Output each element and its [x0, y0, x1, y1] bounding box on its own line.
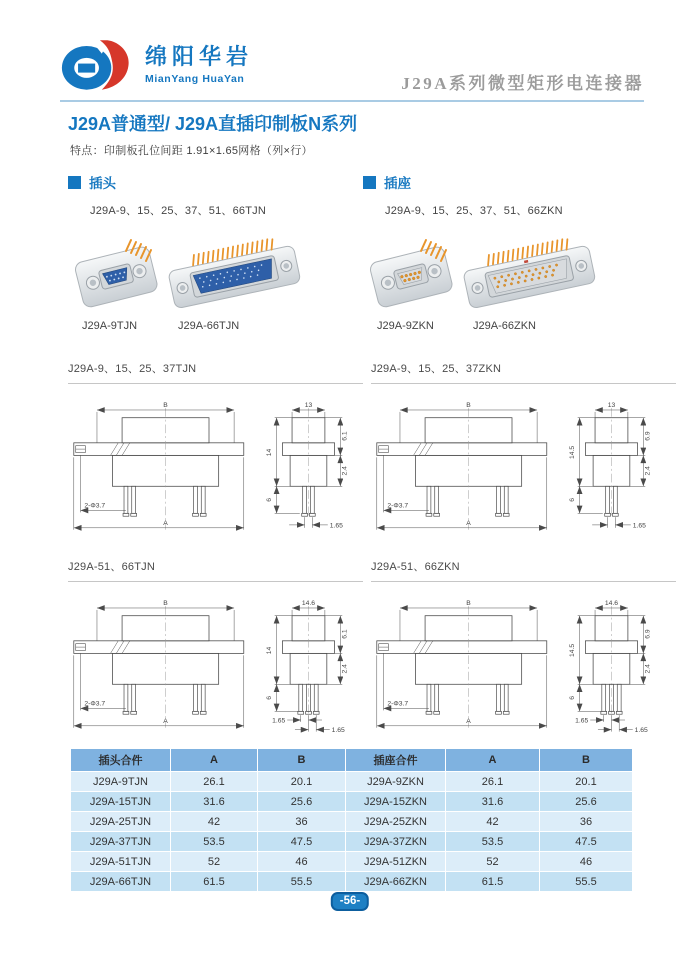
svg-text:1.65: 1.65 [634, 727, 648, 735]
svg-text:B: B [163, 402, 168, 410]
blue-square-icon [68, 176, 81, 189]
cell: 46 [258, 852, 346, 872]
photo-socket-small [363, 220, 459, 332]
svg-text:B: B [466, 402, 471, 410]
cell: J29A-15TJN [71, 792, 171, 812]
drawing-row-2 [68, 558, 692, 738]
cell: 47.5 [258, 832, 346, 852]
col-header: 插头合件 [71, 749, 171, 772]
svg-text:B: B [466, 600, 471, 608]
cell: 42 [171, 812, 258, 832]
drawing-row-1 [68, 360, 692, 540]
cell: 25.6 [258, 792, 346, 812]
logo-company-name-en: MianYang HuaYan [145, 72, 245, 85]
svg-text:6: 6 [568, 497, 576, 502]
svg-text:14.6: 14.6 [301, 600, 316, 608]
cell: 46 [540, 852, 633, 872]
svg-text:14: 14 [265, 448, 273, 457]
svg-text:A: A [466, 717, 471, 725]
cell: J29A-25TJN [71, 812, 171, 832]
cell: 26.1 [171, 772, 258, 792]
plug-small-photo-icon [68, 220, 164, 320]
socket-section [363, 172, 692, 332]
cell: 20.1 [258, 772, 346, 792]
cell: J29A-37ZKN [346, 832, 446, 852]
svg-text:6.1: 6.1 [341, 431, 349, 441]
svg-text:2.4: 2.4 [644, 466, 652, 476]
cell: 36 [540, 812, 633, 832]
svg-text:2.4: 2.4 [341, 664, 349, 674]
plug-section-header [68, 172, 363, 192]
svg-text:6.1: 6.1 [341, 629, 349, 639]
photo-caption: J29A-9ZKN [377, 320, 434, 332]
col-header: B [258, 749, 346, 772]
cell: 53.5 [171, 832, 258, 852]
company-logo [60, 34, 253, 96]
product-sections [68, 172, 692, 332]
socket-small-photo-icon [363, 220, 459, 320]
svg-text:6: 6 [568, 695, 576, 700]
photo-plug-long [164, 220, 306, 332]
cell: 26.1 [446, 772, 540, 792]
photo-plug-small [68, 220, 164, 332]
feature-note: 特点：印制板孔位间距 1.91×1.65网格（列×行） [70, 145, 313, 157]
cell: J29A-9TJN [71, 772, 171, 792]
drawing-tjn-51-66 [68, 558, 363, 738]
svg-text:1.65: 1.65 [632, 522, 646, 530]
logo-mark-icon [60, 34, 136, 96]
drawing-zkn-9-37 [363, 360, 692, 540]
cell: J29A-9ZKN [346, 772, 446, 792]
cell: 55.5 [258, 872, 346, 892]
svg-text:B: B [163, 600, 168, 608]
svg-text:6: 6 [265, 695, 273, 700]
table-row [71, 832, 633, 852]
cell: 47.5 [540, 832, 633, 852]
cell: 52 [446, 852, 540, 872]
drawing-title: J29A-9、15、25、37TJN [68, 360, 363, 384]
table-row [71, 812, 633, 832]
cell: 42 [446, 812, 540, 832]
tech-drawing-tjn-9-37 [68, 392, 350, 540]
tech-drawing-tjn-51-66 [68, 590, 350, 738]
table-header-row [71, 749, 633, 772]
drawing-title: J29A-9、15、25、37ZKN [371, 360, 676, 384]
svg-text:A: A [466, 519, 471, 527]
cell: 55.5 [540, 872, 633, 892]
cell: 36 [258, 812, 346, 832]
socket-long-photo-icon [459, 220, 601, 320]
logo-company-name-cn: 绵阳华岩 [145, 44, 254, 70]
drawing-tjn-9-37 [68, 360, 363, 540]
cell: J29A-66ZKN [346, 872, 446, 892]
drawing-zkn-51-66 [363, 558, 692, 738]
plug-photos [68, 220, 363, 332]
svg-text:14: 14 [265, 646, 273, 655]
plug-section [68, 172, 363, 332]
col-header: A [446, 749, 540, 772]
socket-models: J29A-9、15、25、37、51、66ZKN [385, 205, 563, 217]
table-row [71, 772, 633, 792]
svg-text:2-Φ3.7: 2-Φ3.7 [84, 502, 106, 510]
cell: 25.6 [540, 792, 633, 812]
svg-text:6: 6 [265, 497, 273, 502]
cell: 53.5 [446, 832, 540, 852]
socket-photos [363, 220, 692, 332]
cell: J29A-51TJN [71, 852, 171, 872]
svg-text:14.6: 14.6 [604, 600, 619, 608]
socket-section-header [363, 172, 692, 192]
svg-text:2-Φ3.7: 2-Φ3.7 [84, 700, 106, 708]
cell: 20.1 [540, 772, 633, 792]
svg-text:1.65: 1.65 [329, 522, 343, 530]
tech-drawing-zkn-9-37 [371, 392, 653, 540]
table-row [71, 852, 633, 872]
svg-text:1.65: 1.65 [575, 717, 589, 725]
cell: 52 [171, 852, 258, 872]
table-row [71, 872, 633, 892]
photo-caption: J29A-66ZKN [473, 320, 536, 332]
svg-text:A: A [163, 717, 168, 725]
svg-text:1.65: 1.65 [331, 727, 345, 735]
svg-text:6.9: 6.9 [644, 431, 652, 441]
plug-models: J29A-9、15、25、37、51、66TJN [90, 205, 266, 217]
svg-text:2-Φ3.7: 2-Φ3.7 [387, 502, 409, 510]
cell: J29A-37TJN [71, 832, 171, 852]
col-header: A [171, 749, 258, 772]
svg-text:13: 13 [304, 402, 313, 410]
tech-drawing-zkn-51-66 [371, 590, 653, 738]
photo-socket-long [459, 220, 601, 332]
plug-section-label: 插头 [89, 176, 116, 191]
svg-text:2.4: 2.4 [644, 664, 652, 674]
cell: J29A-15ZKN [346, 792, 446, 812]
cell: 61.5 [171, 872, 258, 892]
page-header [60, 28, 644, 102]
svg-text:6.9: 6.9 [644, 629, 652, 639]
plug-long-photo-icon [164, 220, 306, 320]
photo-caption: J29A-66TJN [178, 320, 240, 332]
page-number-badge: -56- [331, 892, 369, 911]
svg-text:14.5: 14.5 [568, 445, 576, 460]
table-row [71, 792, 633, 812]
svg-text:2.4: 2.4 [341, 466, 349, 476]
cell: J29A-51ZKN [346, 852, 446, 872]
svg-text:1.65: 1.65 [272, 717, 286, 725]
page-title: J29A普通型/ J29A直插印制板N系列 [68, 114, 358, 134]
svg-text:13: 13 [607, 402, 616, 410]
cell: J29A-66TJN [71, 872, 171, 892]
blue-square-icon [363, 176, 376, 189]
photo-caption: J29A-9TJN [82, 320, 138, 332]
svg-text:2-Φ3.7: 2-Φ3.7 [387, 700, 409, 708]
svg-text:A: A [163, 519, 168, 527]
drawing-title: J29A-51、66TJN [68, 558, 363, 582]
cell: 61.5 [446, 872, 540, 892]
svg-text:14.5: 14.5 [568, 643, 576, 658]
socket-section-label: 插座 [384, 176, 411, 191]
doc-title: J29A系列微型矩形电连接器 [401, 74, 644, 93]
cell: 31.6 [446, 792, 540, 812]
cell: J29A-25ZKN [346, 812, 446, 832]
drawing-title: J29A-51、66ZKN [371, 558, 676, 582]
dimension-table [70, 748, 633, 892]
col-header: 插座合件 [346, 749, 446, 772]
cell: 31.6 [171, 792, 258, 812]
col-header: B [540, 749, 633, 772]
